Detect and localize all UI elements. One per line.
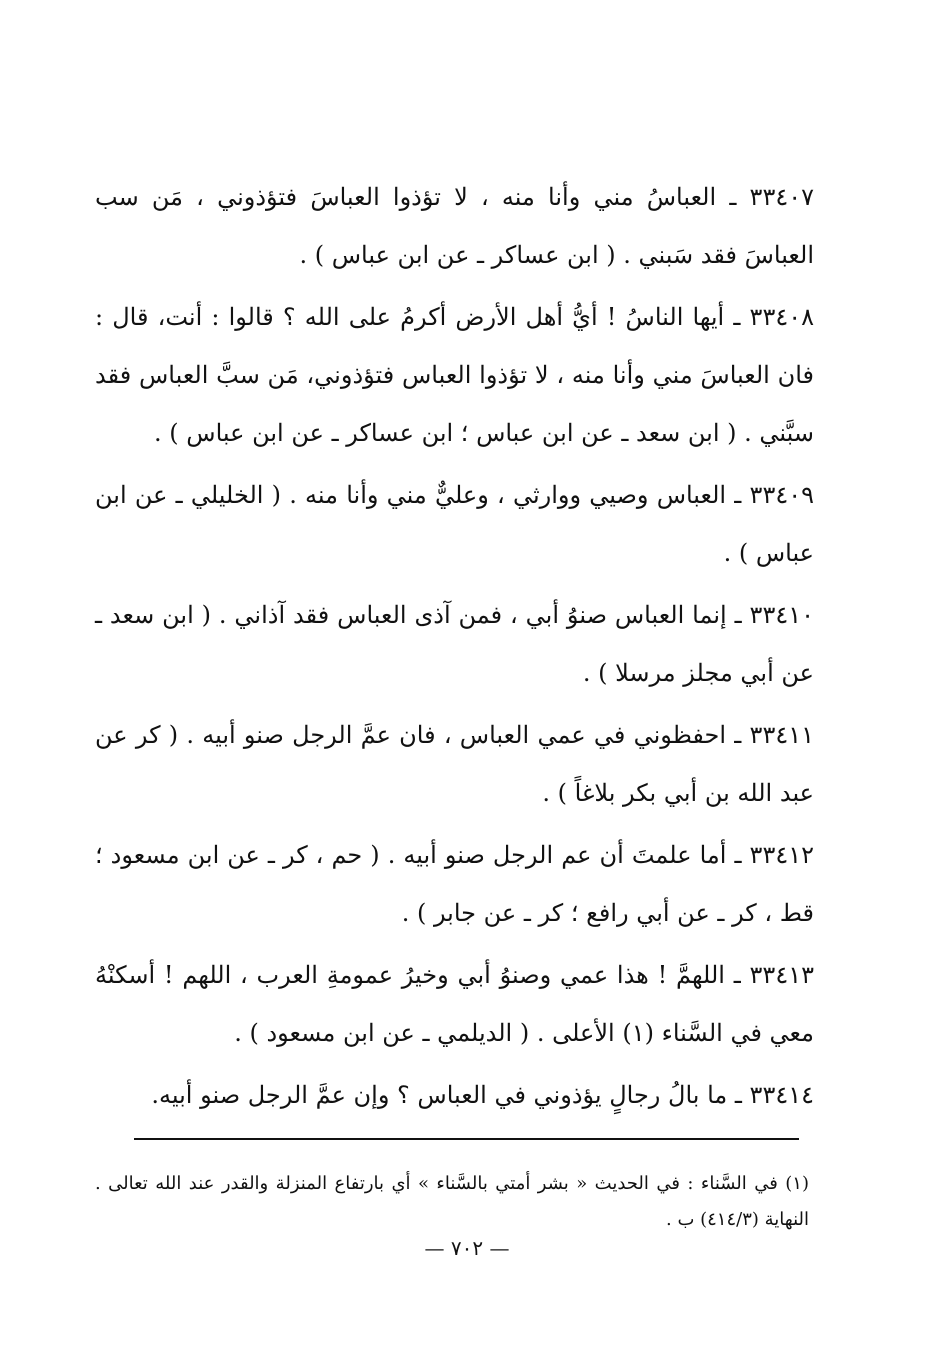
hadith-text: اللهمَّ ! هذا عمي وصنوُ أبي وخيرُ عمومةِ العرب ، اللهم ! أسكنْهُ معي في السَّناء (١) الأعلى . ( الديلمي ـ عن ابن مسعود ) . bbox=[95, 961, 814, 1047]
hadith-text: العباسُ مني وأنا منه ، لا تؤذوا العباسَ فتؤذوني ، مَن سب العباسَ فقد سَبني . ( ابن عساكر ـ عن ابن عباس ) . bbox=[95, 183, 814, 269]
page-number: — ٧٠٢ — bbox=[424, 1236, 510, 1260]
hadith-text: العباس وصيي ووارثي ، وعليٌّ مني وأنا منه . ( الخليلي ـ عن ابن عباس ) . bbox=[95, 481, 814, 567]
hadith-entry bbox=[95, 168, 814, 284]
hadith-number: ٣٣٤٠٩ bbox=[749, 481, 814, 509]
hadith-text: أيها الناسُ ! أيُّ أهل الأرض أكرمُ على الله ؟ قالوا : أنت، قال : فان العباسَ مني وأنا منه ، لا تؤذوا العباس فتؤذوني، مَن سبَّ العباس فقد سبَّني . ( ابن سعد ـ عن ابن عباس ؛ ابن عساكر ـ عن ابن عباس ) . bbox=[95, 303, 815, 447]
hadith-list bbox=[95, 168, 814, 1124]
number-separator: ـ bbox=[726, 601, 750, 629]
hadith-entry bbox=[95, 706, 814, 822]
hadith-text: أما علمتَ أن عم الرجل صنو أبيه . ( حم ، كر ـ عن ابن مسعود ؛ قط ، كر ـ عن أبي رافع ؛ كر ـ عن جابر ) . bbox=[95, 841, 814, 927]
number-separator: ـ bbox=[727, 1081, 750, 1109]
hadith-number: ٣٣٤٠٧ bbox=[749, 183, 814, 211]
hadith-entry bbox=[95, 466, 814, 582]
number-separator: ـ bbox=[726, 841, 750, 869]
hadith-text: ما بالُ رجالٍ يؤذوني في العباس ؟ وإن عمَّ الرجل صنو أبيه. bbox=[151, 1081, 728, 1109]
hadith-text: إنما العباس صنوُ أبي ، فمن آذى العباس فقد آذاني . ( ابن سعد ـ عن أبي مجلز مرسلا ) . bbox=[95, 601, 814, 687]
hadith-entry bbox=[95, 288, 814, 462]
hadith-entry bbox=[95, 586, 814, 702]
number-separator: ـ bbox=[724, 303, 750, 331]
hadith-number: ٣٣٤١٠ bbox=[749, 601, 814, 629]
number-separator: ـ bbox=[724, 961, 750, 989]
hadith-entry bbox=[95, 1066, 814, 1124]
hadith-number: ٣٣٤١٢ bbox=[749, 841, 814, 869]
hadith-text: احفظوني في عمي العباس ، فان عمَّ الرجل صنو أبيه . ( كر عن عبد الله بن أبي بكر بلاغاً ) . bbox=[95, 721, 814, 807]
footnote-divider bbox=[134, 1138, 799, 1140]
hadith-entry bbox=[95, 946, 814, 1062]
number-separator: ـ bbox=[726, 481, 750, 509]
footnote: (١) في السَّناء : في الحديث « بشر أمتي بالسَّناء » أي بارتفاع المنزلة والقدر عند الله تعالى . النهاية (٤١٤/٣) ب . bbox=[95, 1173, 809, 1230]
number-separator: ـ bbox=[726, 721, 750, 749]
hadith-number: ٣٣٤١١ bbox=[749, 721, 814, 749]
hadith-number: ٣٣٤١٤ bbox=[749, 1081, 814, 1109]
number-separator: ـ bbox=[716, 183, 750, 211]
hadith-number: ٣٣٤٠٨ bbox=[749, 303, 814, 331]
hadith-number: ٣٣٤١٣ bbox=[749, 961, 814, 989]
hadith-entry bbox=[95, 826, 814, 942]
